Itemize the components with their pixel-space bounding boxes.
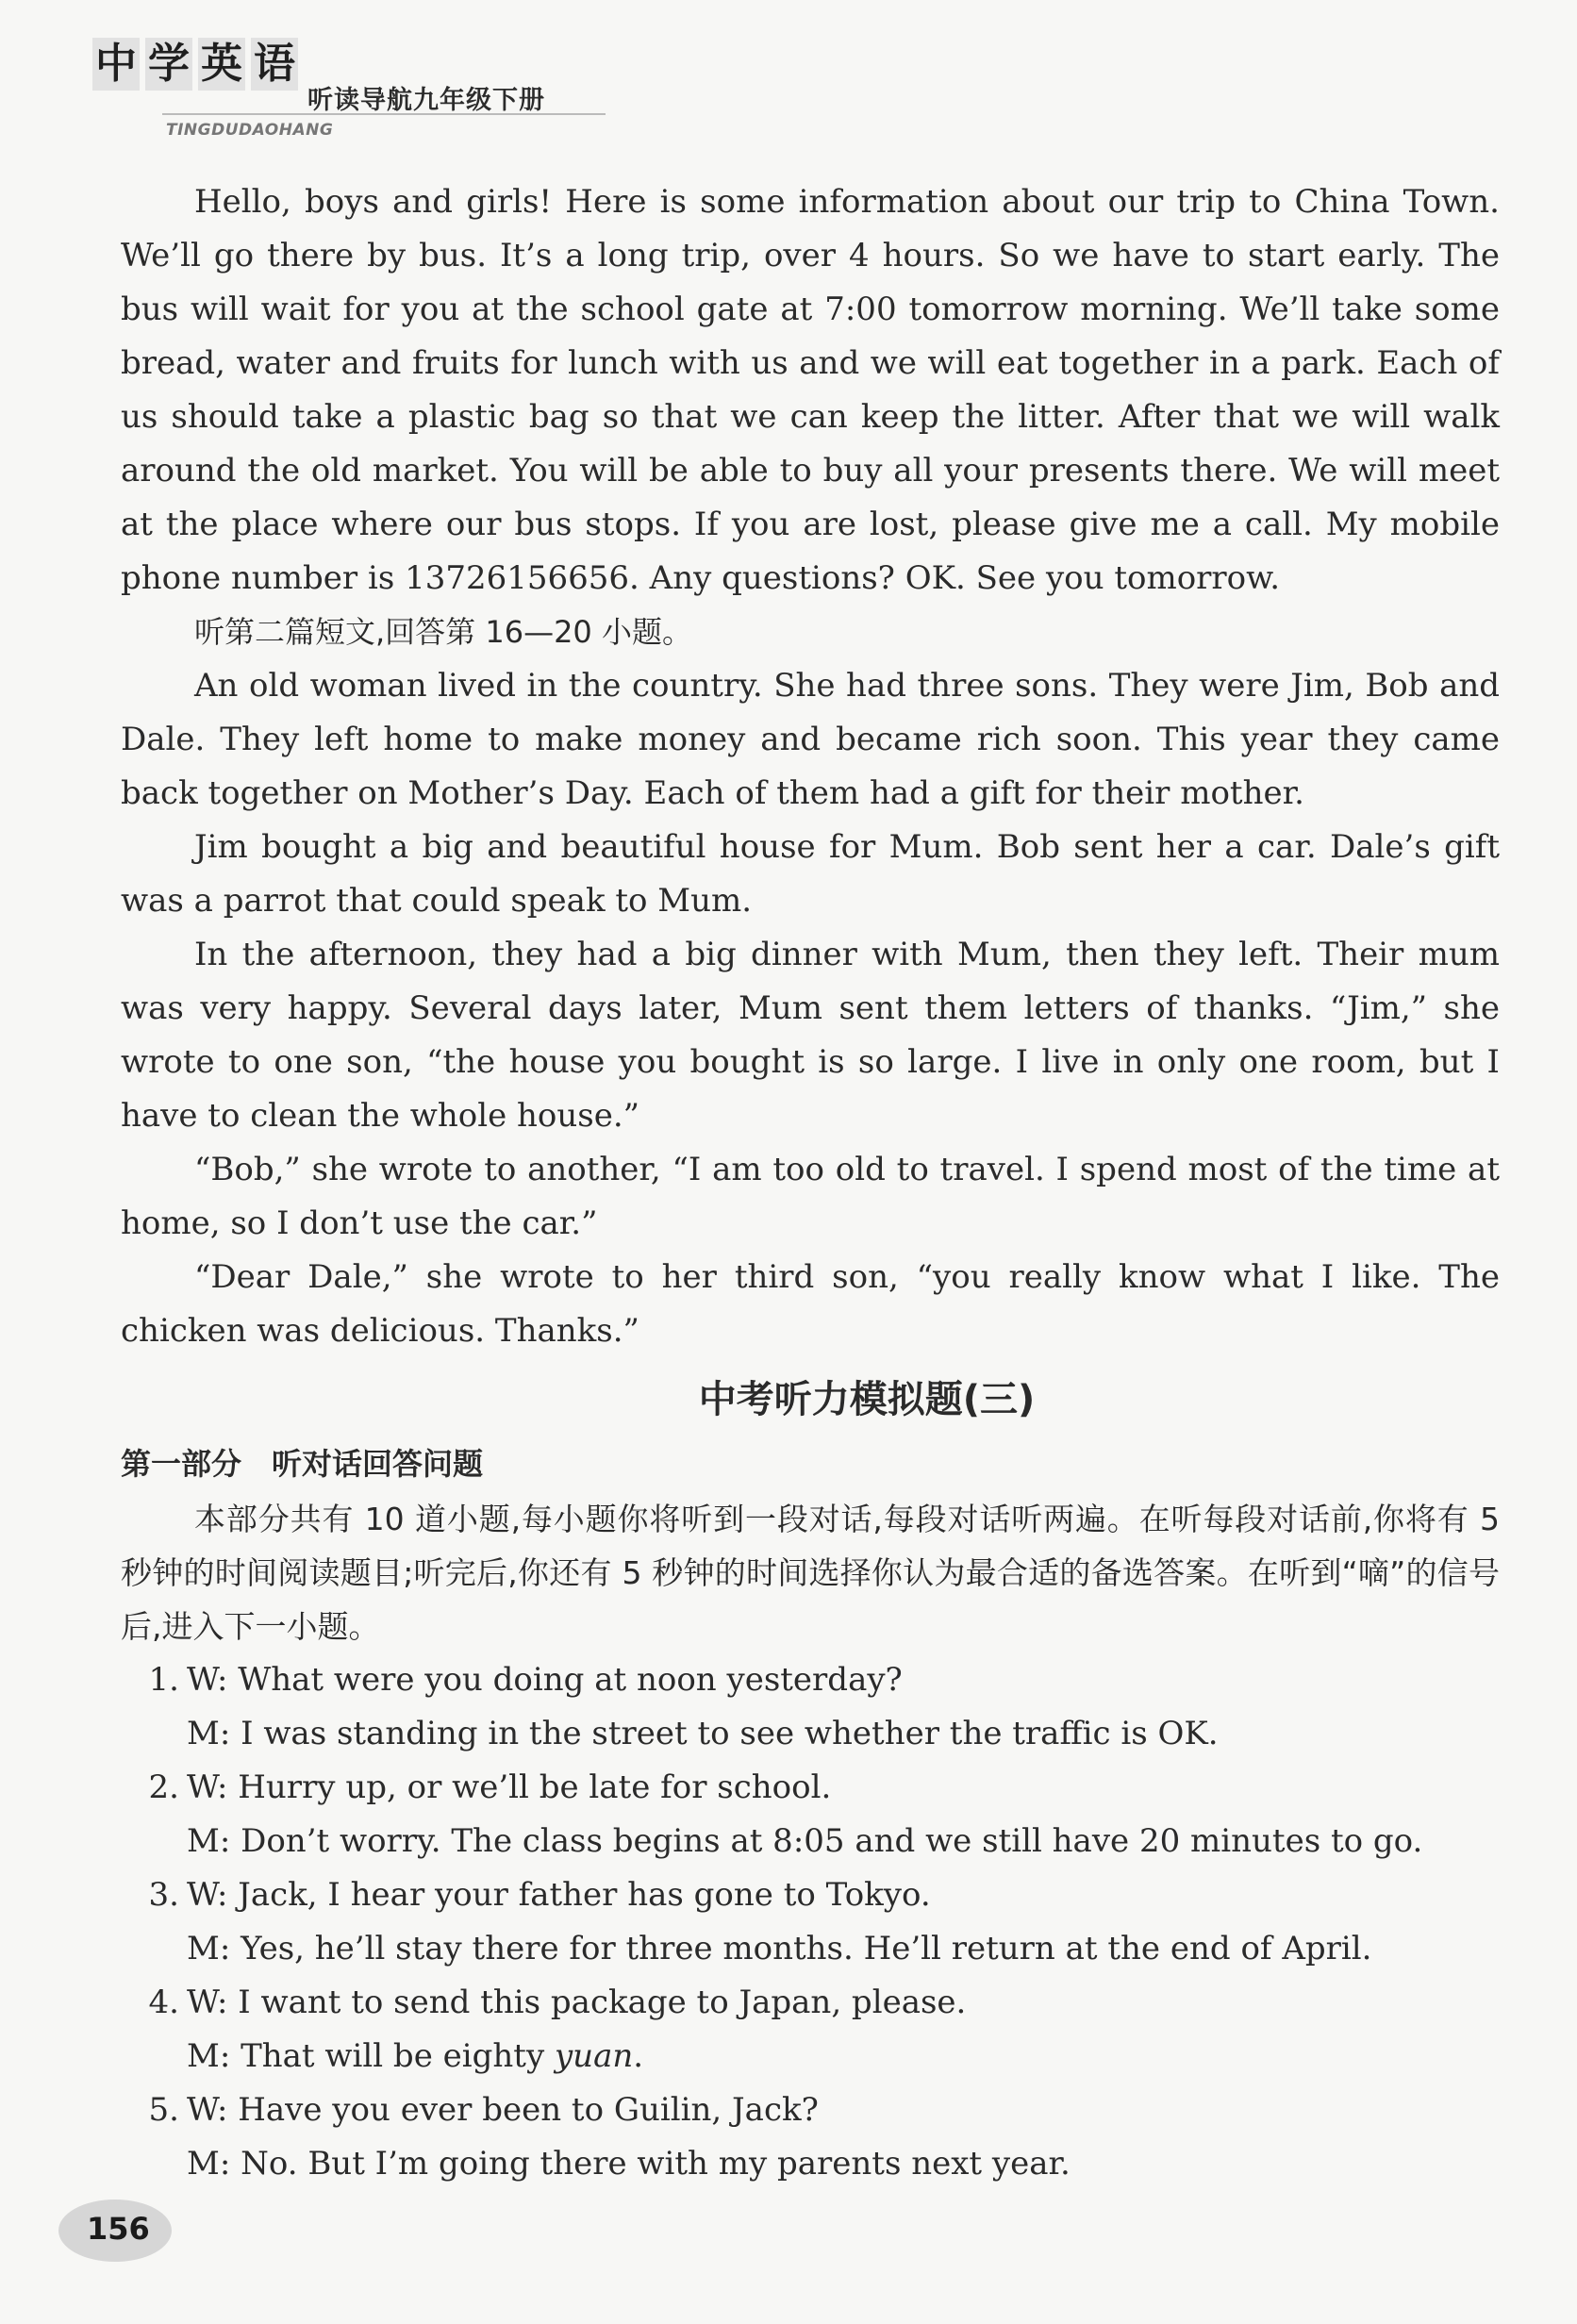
exam-title: 中考听力模拟题(三) bbox=[698, 1378, 1036, 1421]
book-subtitle: 听读导航九年级下册 bbox=[307, 86, 545, 115]
part1-instructions: 本部分共有 10 道小题,每小题你将听到一段对话,每段对话听两遍。在听每段对话前,你将有 5 秒钟的时间阅读题目;听完后,你还有 5 秒钟的时间选择你认为最合适的备选答案。在听到“嘀”的信号后,进入下一小题。 bbox=[121, 1501, 1500, 1645]
woman-utterance: W: What were you doing at noon yesterday? bbox=[187, 1661, 903, 1699]
passage2-intro: 听第二篇短文,回答第 16—20 小题。 bbox=[194, 614, 692, 650]
woman-utterance: W: Hurry up, or we’ll be late for school. bbox=[187, 1768, 832, 1806]
dialogue-number: 4. bbox=[148, 1984, 179, 2021]
brand-char: 英 bbox=[198, 38, 245, 91]
man-utterance-text: M: That will be eighty bbox=[187, 2037, 555, 2075]
man-utterance: M: No. But I’m going there with my parents next year. bbox=[187, 2145, 1071, 2183]
page-header bbox=[87, 38, 653, 160]
man-utterance: M: Don’t worry. The class begins at 8:05 and we still have 20 minutes to go. bbox=[187, 1822, 1423, 1860]
man-utterance bbox=[121, 2030, 1500, 2083]
passage2-paragraph: Jim bought a big and beautiful house for Mum. Bob sent her a car. Dale’s gift was a parrot that could speak to Mum. bbox=[121, 828, 1500, 920]
woman-utterance: W: Jack, I hear your father has gone to Tokyo. bbox=[187, 1876, 931, 1914]
dialogue-woman-line bbox=[121, 2083, 1500, 2137]
man-utterance: M: Yes, he’ll stay there for three months. He’ll return at the end of April. bbox=[187, 1930, 1372, 1967]
dialogue-item bbox=[121, 1868, 1500, 1976]
passage1-paragraph: Hello, boys and girls! Here is some information about our trip to China Town. We’ll go there by bus. It’s a long trip, over 4 hours. So we have to start early. The bus will wait for you at the school gate at 7:00 tomorrow morning. We’ll take some bread, water and fruits for lunch with us and we will eat together in a park. Each of us should take a plastic bag so that we can keep the litter. After that we will walk around the old market. You will be able to buy all your presents there. We will meet at the place where our bus stops. If you are lost, please give me a call. My mobile phone number is 13726156656. Any questions? OK. See you tomorrow. bbox=[121, 183, 1500, 597]
dialogue-number: 2. bbox=[148, 1768, 179, 1806]
page-content bbox=[121, 175, 1500, 2191]
dialogue-woman-line bbox=[121, 1653, 1500, 1707]
passage2-paragraph: An old woman lived in the country. She had three sons. They were Jim, Bob and Dale. They left home to make money and became rich soon. This year they came back together on Mother’s Day. Each of them had a gift for their mother. bbox=[121, 667, 1500, 812]
dialogue-number: 1. bbox=[148, 1661, 179, 1699]
woman-utterance: W: I want to send this package to Japan, please. bbox=[187, 1984, 967, 2021]
currency-word: yuan bbox=[554, 2037, 634, 2075]
brand-char: 中 bbox=[92, 38, 140, 91]
dialogue-list bbox=[121, 1653, 1500, 2191]
dialogue-number: 5. bbox=[148, 2091, 179, 2129]
dialogue-item bbox=[121, 1976, 1500, 2083]
dialogue-woman-line bbox=[121, 1976, 1500, 2030]
dialogue-woman-line bbox=[121, 1868, 1500, 1922]
part1-heading: 第一部分 听对话回答问题 bbox=[121, 1446, 484, 1482]
dialogue-item bbox=[121, 1761, 1500, 1868]
book-pinyin: TINGDUDAOHANG bbox=[166, 121, 334, 140]
passage2-paragraph: “Dear Dale,” she wrote to her third son, “you really know what I like. The chicken was delicious. Thanks.” bbox=[121, 1258, 1500, 1350]
passage2-paragraph: In the afternoon, they had a big dinner with Mum, then they left. Their mum was very happy. Several days later, Mum sent them letters of thanks. “Jim,” she wrote to one son, “the house you bought is so large. I live in only one room, but I have to clean the whole house.” bbox=[121, 936, 1500, 1135]
dialogue-item bbox=[121, 1653, 1500, 1761]
page-number: 156 bbox=[87, 2211, 150, 2247]
dialogue-item bbox=[121, 2083, 1500, 2191]
passage2-paragraph: “Bob,” she wrote to another, “I am too old to travel. I spend most of the time at home, so I don’t use the car.” bbox=[121, 1151, 1500, 1242]
dialogue-woman-line bbox=[121, 1761, 1500, 1815]
dialogue-number: 3. bbox=[148, 1876, 179, 1914]
man-utterance-end: . bbox=[633, 2037, 644, 2075]
brand-char: 学 bbox=[145, 38, 192, 91]
woman-utterance: W: Have you ever been to Guilin, Jack? bbox=[187, 2091, 819, 2129]
man-utterance: M: I was standing in the street to see whether the traffic is OK. bbox=[187, 1715, 1219, 1752]
brand-logo bbox=[92, 38, 298, 91]
brand-char: 语 bbox=[251, 38, 298, 91]
